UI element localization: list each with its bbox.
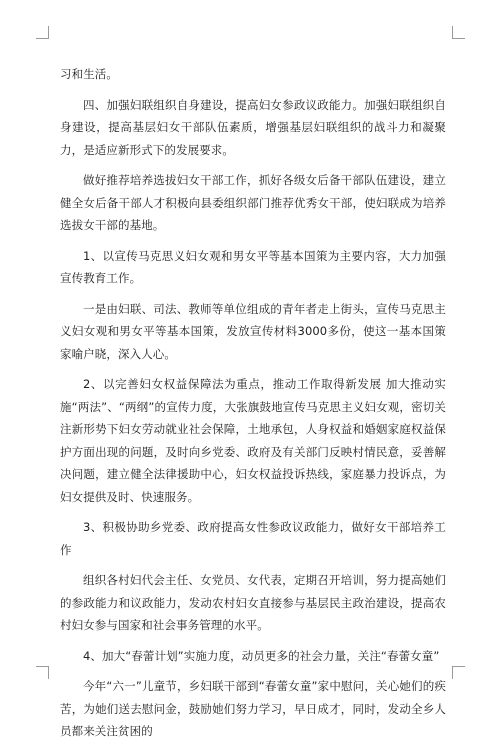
paragraph: 四、加强妇联组织自身建设，提高妇女参政议政能力。加强妇联组织自身建设，提高基层妇女干部队伍素质，增强基层妇联组织的战斗力和凝聚力，是适应新形式下的发展要求。 <box>60 97 446 157</box>
paragraph: 做好推荐培养选拔妇女干部工作，抓好各级女后备干部队伍建设，建立健全女后备干部人才积极向县委组织部门推荐优秀女干部，使妇联成为培养选拔女干部的基地。 <box>60 173 446 232</box>
paragraph: 2、以完善妇女权益保障法为重点，推动工作取得新发展 加大推动实施“两法”、“两纲”的宣传力度，大张旗鼓地宣传马克思主义妇女观，密切关注新形势下妇女劳动就业社会保障，土地承包，人身权益和婚姻家庭权益保护方面出现的问题，及时向乡党委、政府及有关部门反映村情民意，妥善解决问题，建立健全法律援助中心，妇女权益投诉热线，家庭暴力投诉点，为妇女提供及时、快速服务。 <box>60 377 446 504</box>
crop-mark-bottom-right <box>452 666 465 679</box>
paragraph: 1、以宣传马克思义妇女观和男女平等基本国策为主要内容，大力加强宣传教育工作。 <box>60 248 446 285</box>
paragraph: 习和生活。 <box>60 67 118 81</box>
crop-mark-top-right <box>452 26 465 39</box>
document-body <box>60 63 446 751</box>
paragraph: 4、加大“春蕾计划”实施力度，动员更多的社会力量，关注“春蕾女童” <box>83 648 440 663</box>
crop-mark-bottom-left <box>36 666 49 679</box>
paragraph: 组织各村妇代会主任、女党员、女代表，定期召开培训，努力提高她们的参政能力和议政能力，发动农村妇女直接参与基层民主政治建设，提高农村妇女参与国家和社会事务管理的水平。 <box>60 573 446 632</box>
paragraph: 3、积极协助乡党委、政府提高女性参政议政能力，做好女干部培养工作 <box>60 520 446 557</box>
crop-mark-top-left <box>36 26 49 39</box>
paragraph: 今年“六一”儿童节，乡妇联干部到“春蕾女童”家中慰问，关心她们的疾苦，为她们送去慰问金，鼓励她们努力学习，早日成才，同时，发动全乡人员都来关注贫困的 <box>60 679 446 738</box>
paragraph: 一是由妇联、司法、教师等单位组成的青年者走上街头，宣传马克思主义妇女观和男女平等基本国策，发放宣传材料3000多份，使这一基本国策家喻户晓，深入人心。 <box>60 301 446 361</box>
